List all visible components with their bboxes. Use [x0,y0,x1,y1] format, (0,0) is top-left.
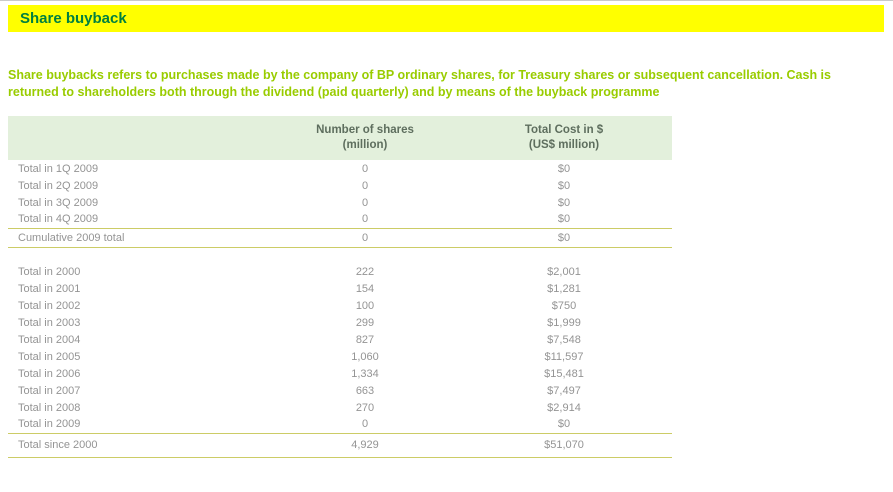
row-label: Total in 2000 [18,265,81,278]
cost-column-header-line2: (US$ million) [528,139,600,151]
cumulative-row [8,228,672,247]
row-label: Total in 1Q 2009 [18,162,99,175]
row-shares-value: 299 [355,316,375,329]
row-label: Total in 2008 [18,401,81,414]
annual-row [8,382,672,399]
quarterly-row [8,194,672,211]
buyback-table [8,116,672,458]
row-shares-value: 1,334 [351,367,379,380]
row-label: Total in 2005 [18,350,81,363]
row-label: Total in 3Q 2009 [18,196,99,209]
spacer-cell [8,247,274,263]
row-cost-value: $2,001 [547,265,581,278]
annual-row [8,314,672,331]
quarterly-row [8,160,672,177]
row-shares-value: 1,060 [351,350,379,363]
annual-row [8,263,672,280]
row-label: Total in 2007 [18,384,81,397]
cost-column-header [456,116,672,160]
row-label: Total in 2006 [18,367,81,380]
row-cost-value: $7,548 [547,333,581,346]
row-label: Total in 4Q 2009 [18,213,99,226]
shares-column-header-line1: Number of shares [316,124,414,136]
total-row [8,433,672,457]
row-shares-value: 154 [355,282,375,295]
row-cost-value: $0 [557,196,571,209]
row-cost-value: $750 [551,299,577,312]
spacer-cell [274,247,456,263]
row-shares-value: 222 [355,265,375,278]
row-shares-value: 0 [361,179,369,192]
row-label: Total in 2Q 2009 [18,179,99,192]
row-cost-value: $51,070 [544,439,584,451]
row-label: Total in 2003 [18,316,81,329]
annual-row [8,399,672,416]
row-cost-value: $0 [557,179,571,192]
page-title-bar [8,5,884,32]
cost-column-header-line1: Total Cost in $ [524,124,604,136]
quarterly-row [8,211,672,228]
row-cost-value: $15,481 [544,367,584,380]
annual-row [8,280,672,297]
row-cost-value: $0 [557,213,571,226]
row-label: Total in 2009 [18,418,81,431]
row-shares-value: 270 [355,401,375,414]
row-shares-value: 0 [361,418,369,431]
row-cost-value: $11,597 [544,350,584,363]
row-shares-value: 0 [361,213,369,226]
annual-row [8,297,672,314]
row-cost-value: $1,281 [547,282,581,295]
cumulative-section [8,228,672,247]
row-cost-value: $0 [557,231,571,244]
annual-row [8,416,672,433]
row-cost-value: $1,999 [547,316,581,329]
row-shares-value: 0 [361,231,369,244]
label-column-header [8,116,274,160]
quarterly-section [8,160,672,228]
row-label: Cumulative 2009 total [18,231,125,244]
annual-row [8,365,672,382]
row-shares-value: 827 [355,333,375,346]
quarterly-row [8,177,672,194]
annual-section [8,263,672,433]
row-cost-value: $0 [557,418,571,431]
row-cost-value: $2,914 [547,401,581,414]
row-label: Total in 2004 [18,333,81,346]
row-shares-value: 100 [355,299,375,312]
shares-column-header-line2: (million) [342,139,388,151]
description-text: Share buybacks refers to purchases made by the company of BP ordinary shares, for Treasury shares or subsequent cancellation. Cash is returned to shareholders both through the dividend (paid quarterly) and by means of the buyback programme [8,68,831,99]
row-label: Total in 2001 [18,282,81,295]
total-section [8,433,672,457]
row-shares-value: 4,929 [351,439,379,451]
annual-row [8,348,672,365]
row-cost-value: $0 [557,162,571,175]
table-header-row [8,116,672,160]
row-shares-value: 0 [361,196,369,209]
table-header [8,116,672,160]
spacer-row [8,247,672,263]
annual-row [8,331,672,348]
row-label: Total since 2000 [18,439,98,451]
shares-column-header [274,116,456,160]
row-shares-value: 0 [361,162,369,175]
spacer-section [8,247,672,263]
spacer-cell [456,247,672,263]
page-title: Share buyback [20,10,127,27]
row-label: Total in 2002 [18,299,81,312]
row-cost-value: $7,497 [547,384,581,397]
row-shares-value: 663 [355,384,375,397]
